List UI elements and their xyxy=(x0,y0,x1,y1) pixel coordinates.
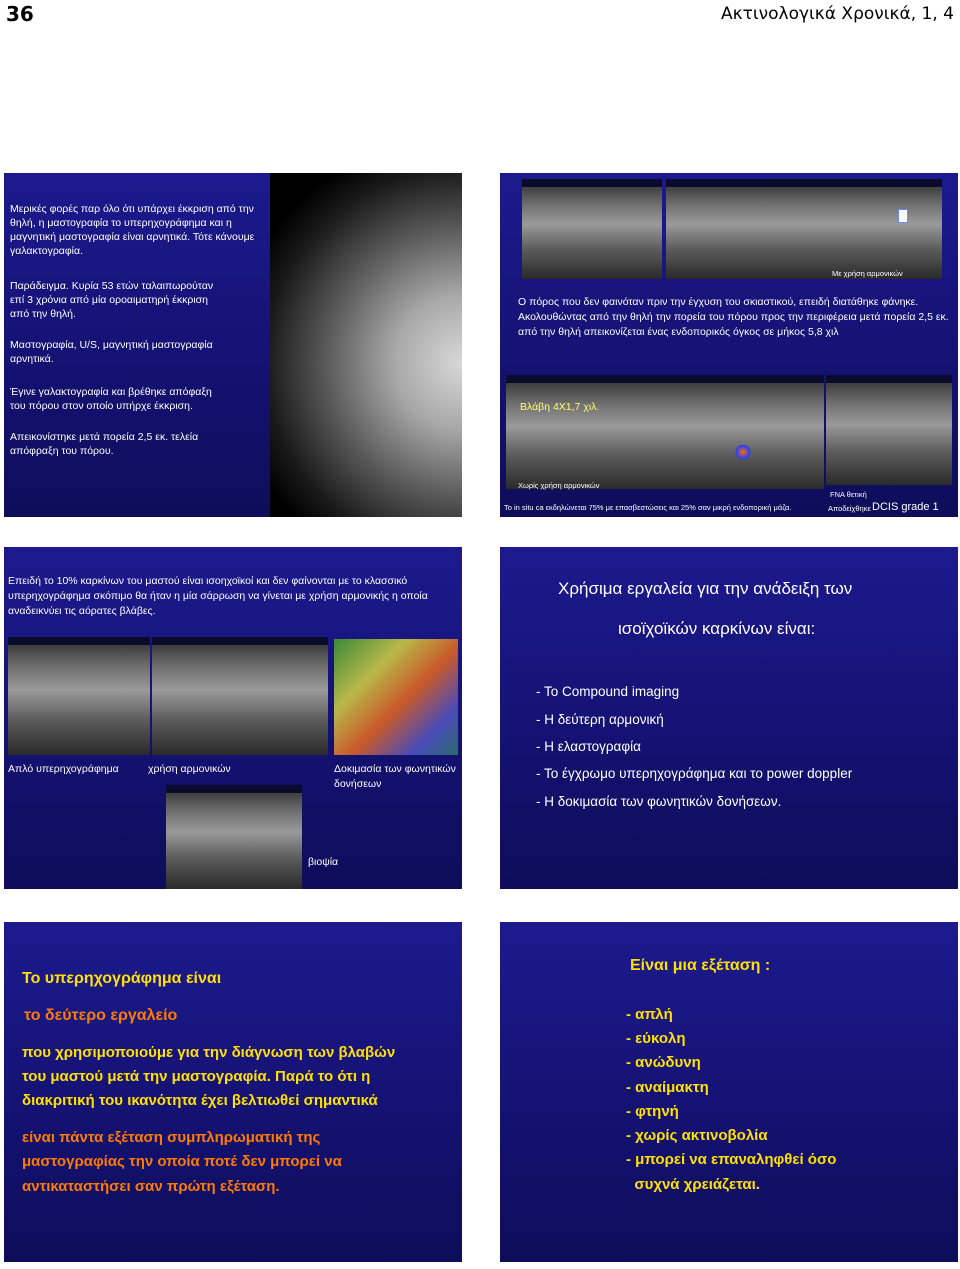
s5-line1: Το υπερηχογράφημα είναι xyxy=(22,970,222,987)
slide-galactography xyxy=(4,173,462,517)
s5-para-l1: που χρησιμοποιούμε για την διάγνωση των βλαβών xyxy=(22,1044,396,1061)
label-acoustic-l1: Δοκιμασία των φωνητικών xyxy=(334,763,456,775)
harmonic-ultrasound-image xyxy=(152,637,328,755)
label-harmonic: χρήση αρμονικών xyxy=(148,763,231,775)
no-harmonic-label: Χωρίς χρήση αρμονικών xyxy=(518,481,600,490)
s5-para2-l1: είναι πάντα εξέταση συμπληρωματική της xyxy=(22,1129,321,1146)
s1-para3-l1: Μαστογραφία, U/S, μαγνητική μαστογραφία xyxy=(10,339,213,351)
s1-para2-l1: Παράδειγμα. Κυρία 53 ετών ταλαιπωρούταν xyxy=(10,280,214,292)
property-item-4: - αναίμακτη xyxy=(626,1079,709,1096)
s5-para-l2: του μαστού μετά την μαστογραφία. Παρά το ότι η xyxy=(22,1068,371,1085)
s1-para4-l1: Έγινε γαλακτογραφία και βρέθηκε απόφαξη xyxy=(10,386,212,398)
label-biopsy: βιοψία xyxy=(308,856,339,868)
s1-para2-l3: από την θηλή. xyxy=(10,308,76,320)
s1-para3-l2: αρνητικά. xyxy=(10,353,54,365)
tool-item-5: - Η δοκιμασία των φωνητικών δονήσεων. xyxy=(536,794,782,809)
s1-para5-l2: απόφραξη του πόρου. xyxy=(10,445,114,457)
dcis-label: DCIS grade 1 xyxy=(872,501,939,513)
ultrasound-image-3 xyxy=(506,375,824,489)
s5-para-l3: διακριτική του ικανότητα έχει βελτιωθεί σημαντικά xyxy=(22,1092,378,1109)
s2-para1-l2: Ακολουθώντας από την θηλή την πορεία του πόρου προς την περιφέρεια μετά πορεία 2,5 εκ. xyxy=(518,311,949,323)
s1-para1-l3: μαγνητική μαστογραφία είναι αρνητικά. Τότε κάνουμε xyxy=(10,231,255,243)
s3-para1-l2: υπερηχογράφημα σκόπιμο θα ήταν η μία σάρρωση να γίνεται με χρήση αρμονικής η οποία xyxy=(8,590,428,602)
tool-item-1: - Το Compound imaging xyxy=(536,684,680,699)
acoustic-vibration-image xyxy=(334,639,458,755)
slide-second-tool xyxy=(4,922,462,1262)
property-item-8: συχνά χρειάζεται. xyxy=(626,1176,760,1193)
slide-duct-ultrasound xyxy=(500,173,958,517)
fna-label: FNA θετική xyxy=(830,490,867,499)
slide-useful-tools xyxy=(500,547,958,889)
property-item-3: - ανώδυνη xyxy=(626,1054,701,1071)
tool-item-3: - Η ελαστογραφία xyxy=(536,739,641,754)
tool-item-4: - Το έγχρωμο υπερηχογράφημα και το power doppler xyxy=(536,766,853,781)
page-number: 36 xyxy=(6,2,34,26)
s1-para1-l2: θηλή, η μαστογραφία το υπερηχογράφημα και η xyxy=(10,217,232,229)
s4-title-l1: Χρήσιμα εργαλεία για την ανάδειξη των xyxy=(558,579,853,598)
s1-para4-l2: του πόρου στον οποίο υπήρχε έκκριση. xyxy=(10,400,193,412)
slide-exam-properties xyxy=(500,922,958,1262)
s1-para1-l4: γαλακτογραφία. xyxy=(10,245,83,257)
journal-title: Ακτινολογικά Χρονικά, 1, 4 xyxy=(721,4,954,24)
s2-para1-l1: Ο πόρος που δεν φαινόταν πριν την έγχυση του σκιαστικού, επειδή διατάθηκε φάνηκε. xyxy=(518,296,919,308)
s4-title-l2: ισοϊχοϊκών καρκίνων είναι: xyxy=(618,619,816,638)
property-item-7: - μπορεί να επαναληφθεί όσο xyxy=(626,1151,837,1168)
insitu-note: Το in situ ca εκδηλώνεται 75% με επασβεστώσεις και 25% σαν μικρή ενδοπορική μάζα. xyxy=(504,503,792,512)
s1-para5-l1: Απεικονίστηκε μετά πορεία 2,5 εκ. τελεία xyxy=(10,431,199,443)
simple-ultrasound-image xyxy=(8,637,150,755)
label-acoustic-l2: δονήσεων xyxy=(334,778,382,790)
doppler-signal xyxy=(734,445,752,459)
property-item-2: - εύκολη xyxy=(626,1030,686,1047)
s1-para2-l2: επί 3 χρόνια από μία οροαιματηρή έκκριση xyxy=(10,294,208,306)
property-item-5: - φτηνή xyxy=(626,1103,679,1120)
s6-title: Είναι μια εξέταση : xyxy=(630,957,771,974)
mammogram-image xyxy=(270,173,462,517)
tool-item-2: - Η δεύτερη αρμονική xyxy=(536,712,664,727)
slide-isoechoic-cancers xyxy=(4,547,462,889)
ultrasound-image-1 xyxy=(522,179,662,279)
harmonic-label: Με χρήση αρμονικών xyxy=(832,269,903,278)
ultrasound-image-4 xyxy=(826,375,952,485)
lesion-label: Βλάβη 4Χ1,7 χιλ. xyxy=(520,401,600,413)
s3-para1-l3: αναδεικνύει τις αόρατες βλάβες. xyxy=(8,605,156,617)
property-item-6: - χωρίς ακτινοβολία xyxy=(626,1127,768,1144)
property-item-1: - απλή xyxy=(626,1006,673,1023)
s5-para2-l3: αντικαταστήσει σαν πρώτη εξέταση. xyxy=(22,1178,280,1195)
ultrasound-image-2 xyxy=(666,179,942,279)
proven-prefix: Αποδείχθηκε xyxy=(828,504,871,513)
s3-para1-l1: Επειδή το 10% καρκίνων του μαστού είναι ισοηχοϊκοί και δεν φαίνονται με το κλασσικό xyxy=(8,575,408,587)
s1-para1-l1: Μερικές φορές παρ όλο ότι υπάρχει έκκριση από την xyxy=(10,203,254,215)
label-simple-ultrasound: Απλό υπερηχογράφημα xyxy=(8,763,119,775)
s5-para2-l2: μαστογραφίας την οποία ποτέ δεν μπορεί να xyxy=(22,1153,342,1170)
s2-para1-l3: από την θηλή απεικονίζεται ένας ενδοπορικός όγκος σε μήκος 5,8 χιλ xyxy=(518,326,839,338)
biopsy-ultrasound-image xyxy=(166,785,302,889)
arrow-down-icon xyxy=(898,209,908,223)
s5-line2: το δεύτερο εργαλείο xyxy=(24,1007,178,1024)
